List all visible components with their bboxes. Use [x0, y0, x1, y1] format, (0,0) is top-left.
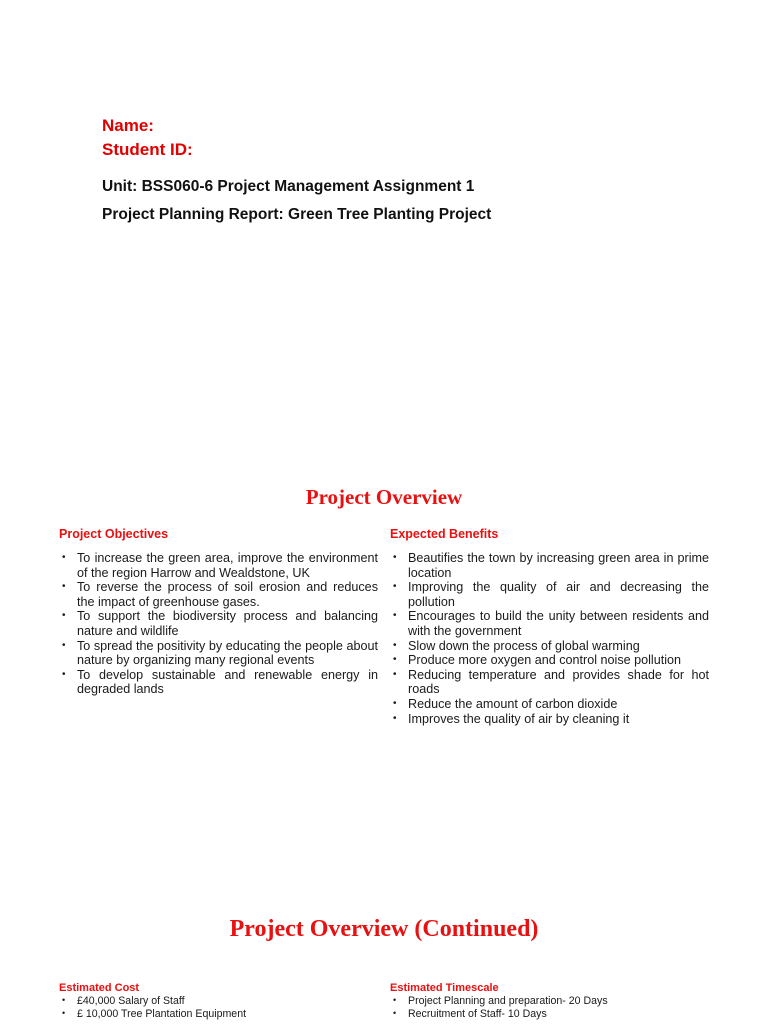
benefits-heading: Expected Benefits	[390, 527, 499, 541]
bullet-icon: •	[393, 697, 397, 709]
cost-heading: Estimated Cost	[59, 982, 140, 994]
unit-line: Unit: BSS060-6 Project Management Assignment 1	[102, 178, 475, 195]
benefits-list	[390, 551, 709, 726]
bullet-icon: •	[62, 639, 66, 651]
cost-list	[59, 995, 359, 1021]
list-item: • £40,000 Salary of Staff	[62, 995, 185, 1007]
bullet-icon: •	[62, 610, 66, 622]
bullet-icon: •	[62, 1008, 66, 1018]
list-item: • To spread the positivity by educating the people about nature by organizing many regional events	[62, 638, 378, 668]
bullet-icon: •	[393, 654, 397, 666]
bullet-icon: •	[393, 712, 397, 724]
bullet-icon: •	[62, 668, 66, 680]
timescale-heading: Estimated Timescale	[390, 982, 499, 994]
list-item: • To reverse the process of soil erosion and reduces the impact of greenhouse gases.	[62, 580, 378, 609]
bullet-icon: •	[393, 995, 397, 1005]
name-label: Name:	[102, 116, 154, 135]
list-item: • Recruitment of Staff- 10 Days	[393, 1008, 547, 1020]
list-item: • To develop sustainable and renewable energy in degraded lands	[62, 667, 378, 697]
bullet-icon: •	[393, 668, 397, 680]
list-item: • £ 10,000 Tree Plantation Equipment	[62, 1008, 247, 1020]
objectives-list	[59, 551, 378, 697]
list-item: • Slow down the process of global warming	[393, 638, 640, 653]
list-item: • Project Planning and preparation- 20 Days	[393, 995, 608, 1007]
student-id-label: Student ID:	[102, 140, 193, 159]
bullet-icon: •	[393, 610, 397, 622]
overview-title: Project Overview	[305, 485, 463, 509]
list-item: • Produce more oxygen and control noise pollution	[393, 653, 682, 668]
bullet-icon: •	[62, 552, 66, 563]
list-item: • Reduce the amount of carbon dioxide	[393, 696, 618, 711]
list-item: • Improving the quality of air and decreasing the pollution	[393, 580, 709, 609]
report-title: Project Planning Report: Green Tree Planting Project	[102, 206, 492, 223]
overview-continued-title: Project Overview (Continued)	[229, 916, 539, 942]
bullet-icon: •	[62, 581, 66, 593]
objectives-heading: Project Objectives	[59, 527, 169, 541]
list-item: • Beautifies the town by increasing green area in prime location	[393, 551, 709, 580]
list-item: • Encourages to build the unity between residents and with the government	[393, 609, 709, 638]
bullet-icon: •	[393, 552, 397, 563]
bullet-icon: •	[393, 1008, 397, 1018]
timescale-list	[390, 995, 710, 1021]
bullet-icon: •	[393, 581, 397, 593]
list-item: • Improves the quality of air by cleaning it	[393, 711, 630, 726]
list-item: • To increase the green area, improve the environment of the region Harrow and Wealdstone, UK	[62, 551, 378, 580]
bullet-icon: •	[62, 995, 66, 1005]
list-item: • Reducing temperature and provides shade for hot roads	[393, 667, 709, 697]
bullet-icon: •	[393, 639, 397, 651]
list-item: • To support the biodiversity process and balancing nature and wildlife	[62, 609, 378, 638]
